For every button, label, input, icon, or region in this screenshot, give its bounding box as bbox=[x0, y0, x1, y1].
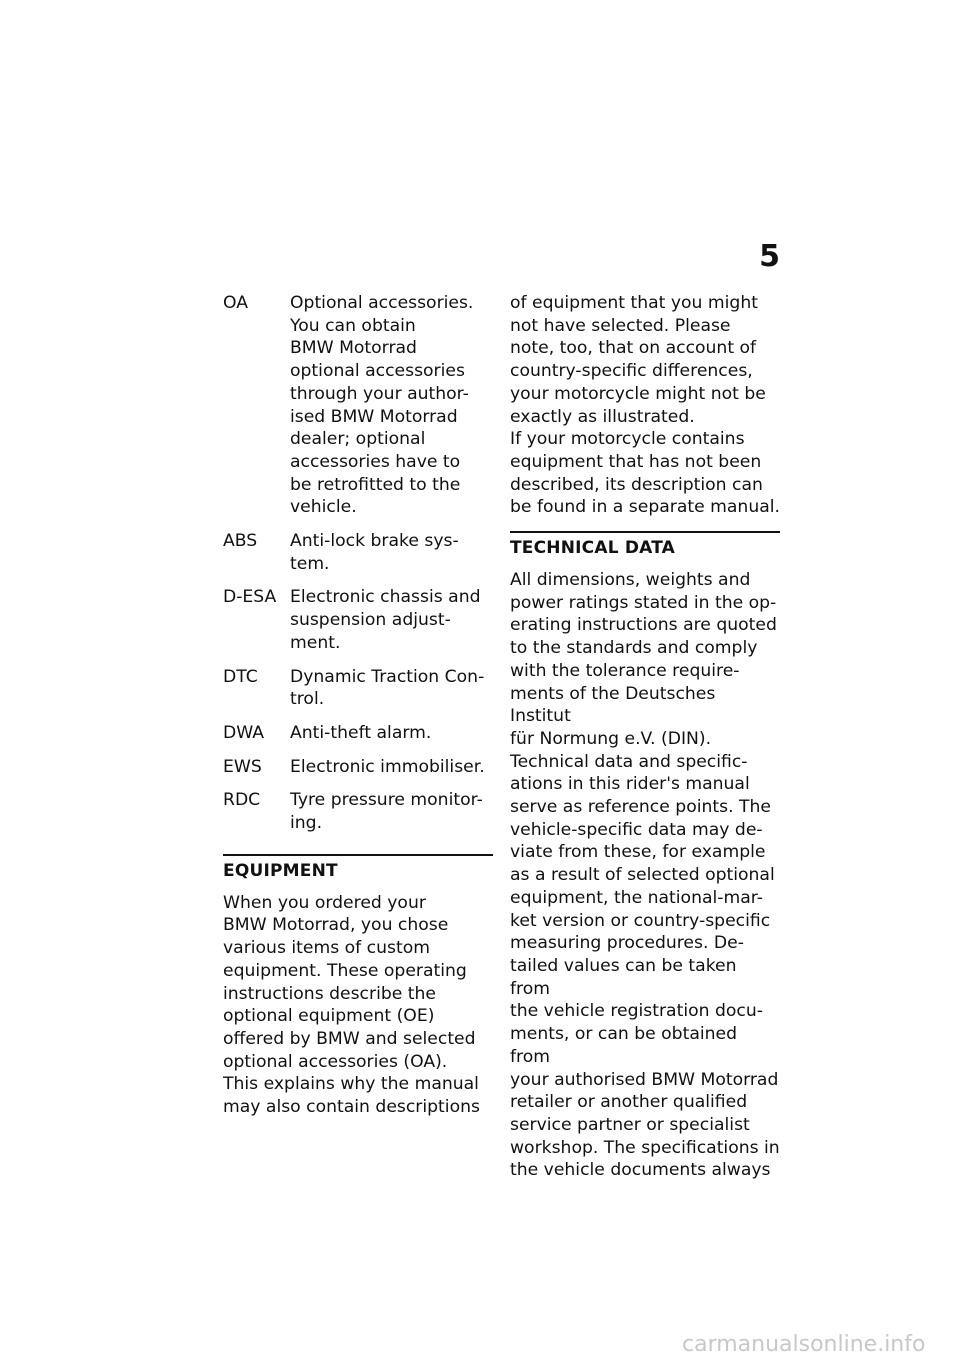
text-line: measuring procedures. De- bbox=[510, 933, 744, 954]
watermark: carmanualsonline.info bbox=[682, 1332, 926, 1357]
text-line: of equipment that you might bbox=[510, 293, 758, 313]
text-line: If your motorcycle contains bbox=[510, 429, 745, 450]
abbreviation-definition bbox=[290, 666, 493, 711]
abbreviation-definition bbox=[290, 292, 493, 519]
text-line: described, its description can bbox=[510, 474, 763, 495]
section-divider bbox=[223, 854, 493, 856]
text-line: ments of the Deutsches Institut bbox=[510, 683, 716, 727]
abbreviation-definition bbox=[290, 756, 493, 779]
text-line: Electronic chassis and bbox=[290, 587, 481, 608]
page-number: 5 bbox=[759, 239, 780, 274]
text-line: optional accessories (OA). bbox=[223, 1051, 448, 1072]
text-line: be retrofitted to the bbox=[290, 474, 461, 495]
abbreviation-dwa bbox=[223, 722, 493, 745]
text-line: with the tolerance require- bbox=[510, 660, 740, 681]
text-line: as a result of selected optional bbox=[510, 865, 775, 886]
text-line: BMW Motorrad bbox=[290, 338, 417, 359]
text-line: tailed values can be taken from bbox=[510, 955, 737, 999]
abbreviation-key: DWA bbox=[223, 722, 265, 743]
text-line: vehicle. bbox=[290, 497, 357, 518]
abbreviation-ews bbox=[223, 756, 493, 779]
text-line: suspension adjust- bbox=[290, 610, 451, 631]
text-line: erating instructions are quoted bbox=[510, 615, 777, 636]
abbreviation-definition bbox=[290, 530, 493, 575]
abbreviation-definition bbox=[290, 586, 493, 654]
text-line: power ratings stated in the op- bbox=[510, 592, 777, 613]
text-line: You can obtain bbox=[290, 315, 416, 336]
text-line: service partner or specialist bbox=[510, 1114, 750, 1135]
text-line: When you ordered your bbox=[223, 892, 426, 913]
abbreviation-definition bbox=[290, 722, 493, 745]
text-line: trol. bbox=[290, 689, 325, 710]
text-line: country-specific differences, bbox=[510, 361, 753, 382]
text-line: vehicle-specific data may de- bbox=[510, 819, 763, 840]
abbreviation-key: EWS bbox=[223, 756, 262, 777]
text-line: serve as reference points. The bbox=[510, 797, 771, 818]
text-line: offered by BMW and selected bbox=[223, 1028, 476, 1049]
abbreviation-key: DTC bbox=[223, 666, 258, 687]
text-line: equipment. These operating bbox=[223, 960, 467, 981]
text-line: accessories have to bbox=[290, 451, 461, 472]
text-line: ment. bbox=[290, 632, 341, 653]
text-line: ing. bbox=[290, 813, 323, 834]
text-line: ments, or can be obtained from bbox=[510, 1024, 738, 1067]
text-line: may also contain descriptions bbox=[223, 1097, 480, 1118]
text-line: optional accessories bbox=[290, 361, 465, 382]
equipment-body-left bbox=[223, 892, 493, 1119]
text-line: exactly as illustrated. bbox=[510, 406, 695, 427]
text-line: your motorcycle might not be bbox=[510, 383, 766, 404]
abbreviation-dtc bbox=[223, 666, 493, 711]
text-line: note, too, that on account of bbox=[510, 338, 757, 359]
abbreviation-key: OA bbox=[223, 293, 248, 313]
technical-data-heading: TECHNICAL DATA bbox=[510, 538, 676, 559]
technical-data-body bbox=[510, 569, 780, 1182]
abbreviation-key: D-ESA bbox=[223, 587, 277, 608]
text-line: Technical data and specific- bbox=[510, 751, 748, 772]
text-line: optional equipment (OE) bbox=[223, 1006, 435, 1027]
text-line: your authorised BMW Motorrad bbox=[510, 1069, 779, 1090]
text-line: not have selected. Please bbox=[510, 315, 731, 336]
text-line: the vehicle registration docu- bbox=[510, 1001, 763, 1022]
text-line: Tyre pressure monitor- bbox=[290, 790, 483, 811]
text-line: equipment that has not been bbox=[510, 451, 762, 472]
text-line: equipment, the national-mar- bbox=[510, 887, 763, 908]
abbreviation-oa bbox=[223, 292, 493, 519]
abbreviation-list bbox=[223, 292, 493, 835]
text-line: the vehicle documents always bbox=[510, 1160, 771, 1181]
text-line: workshop. The specifications in bbox=[510, 1137, 780, 1158]
text-line: through your author- bbox=[290, 383, 469, 404]
abbreviation-definition bbox=[290, 789, 493, 834]
equipment-body-right bbox=[510, 292, 780, 519]
text-line: Optional accessories. bbox=[290, 293, 474, 313]
text-line: viate from these, for example bbox=[510, 842, 766, 863]
abbreviation-d-esa bbox=[223, 586, 493, 654]
text-line: All dimensions, weights and bbox=[510, 570, 751, 591]
text-line: retailer or another qualified bbox=[510, 1092, 748, 1113]
text-line: ised BMW Motorrad bbox=[290, 406, 458, 427]
text-line: tem. bbox=[290, 553, 330, 574]
text-line: Anti-theft alarm. bbox=[290, 722, 432, 743]
text-line: ations in this rider's manual bbox=[510, 774, 750, 795]
text-line: instructions describe the bbox=[223, 983, 436, 1004]
text-line: This explains why the manual bbox=[223, 1074, 479, 1095]
text-line: various items of custom bbox=[223, 938, 430, 959]
text-line: dealer; optional bbox=[290, 429, 426, 450]
abbreviation-key: ABS bbox=[223, 531, 258, 552]
text-line: für Normung e.V. (DIN). bbox=[510, 728, 712, 749]
left-column bbox=[223, 292, 493, 1119]
text-line: to the standards and comply bbox=[510, 638, 758, 659]
equipment-heading: EQUIPMENT bbox=[223, 860, 338, 881]
section-divider bbox=[510, 531, 780, 533]
text-line: be found in a separate manual. bbox=[510, 497, 780, 518]
text-line: ket version or country-specific bbox=[510, 910, 771, 931]
right-column bbox=[510, 292, 780, 1182]
abbreviation-key: RDC bbox=[223, 790, 261, 811]
text-line: Electronic immobiliser. bbox=[290, 756, 485, 777]
text-line: Dynamic Traction Con- bbox=[290, 666, 485, 687]
abbreviation-rdc bbox=[223, 789, 493, 834]
abbreviation-abs bbox=[223, 530, 493, 575]
text-line: BMW Motorrad, you chose bbox=[223, 915, 449, 936]
text-line: Anti-lock brake sys- bbox=[290, 531, 459, 552]
